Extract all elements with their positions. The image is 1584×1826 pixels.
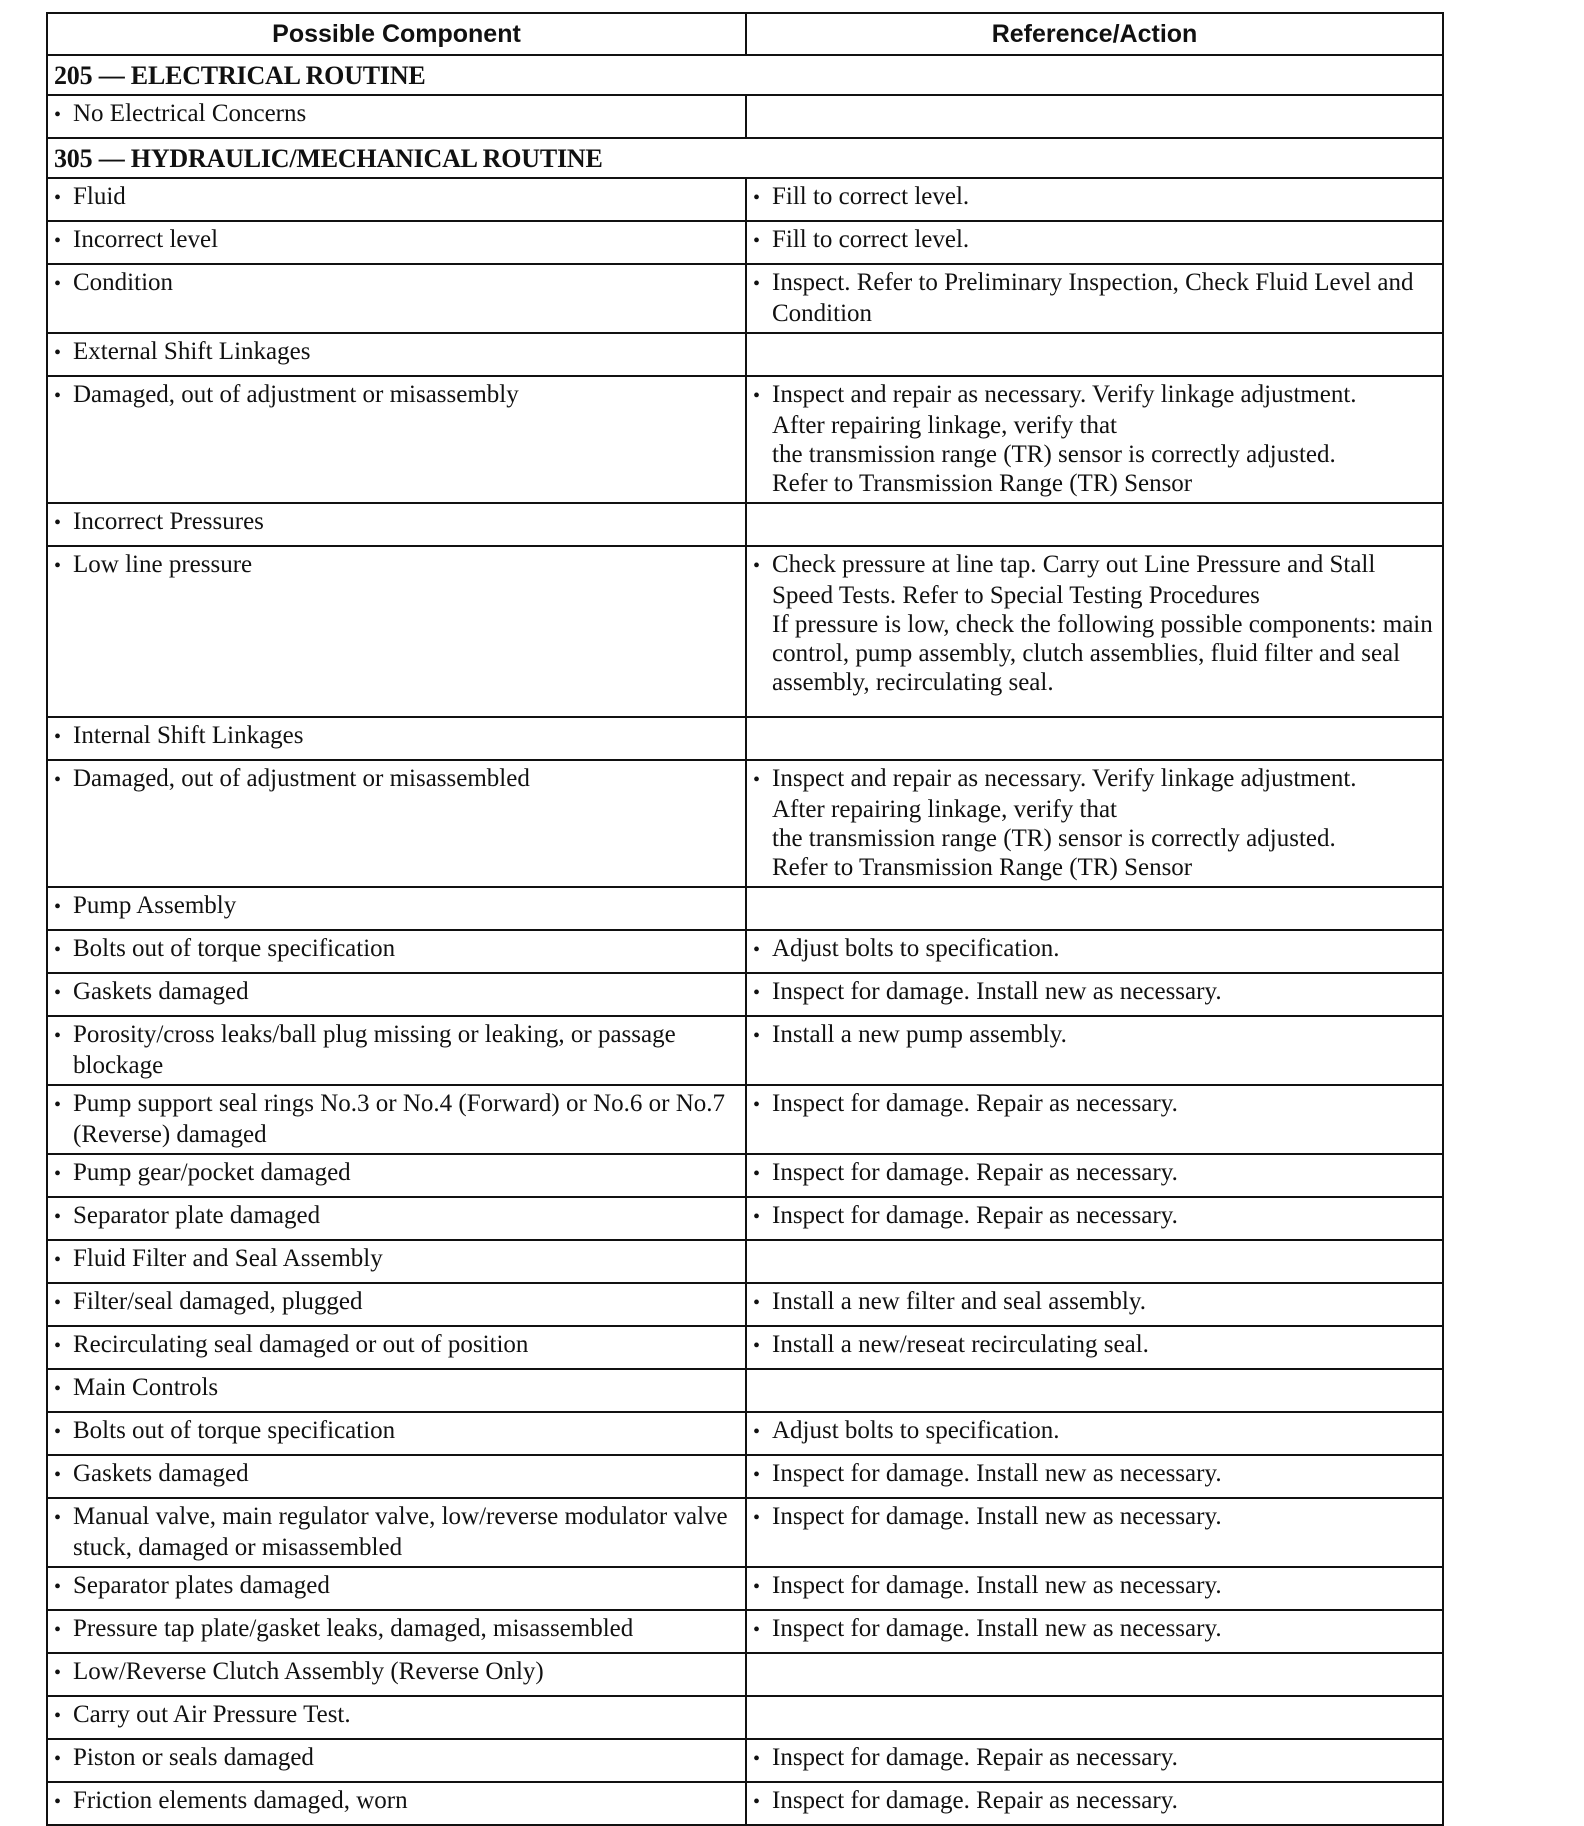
bullet-icon: • [753,230,761,252]
action-text [753,1158,1434,1189]
component-text [54,1373,737,1404]
action-text [753,1201,1434,1232]
bullet-icon: • [753,1335,761,1357]
table-row [47,1455,1443,1498]
bullet-icon: • [753,1507,761,1529]
component-text [54,1244,737,1275]
bullet-icon: • [753,1421,761,1443]
action-label: Inspect and repair as necessary. Verify linkage adjustment. After repairing linkage, verify that the transmission range (TR) sensor is correctly adjusted. Refer to Transmission Range (TR) Sensor [772,765,1357,881]
bullet-icon: • [54,896,62,918]
action-cell [746,1154,1443,1197]
bullet-icon: • [54,1163,62,1185]
table-row [47,1567,1443,1610]
action-cell [746,973,1443,1016]
bullet-icon: • [54,104,62,126]
component-text [54,1089,737,1149]
component-cell [47,760,746,887]
action-label: Inspect for damage. Install new as necessary. [772,1460,1222,1487]
bullet-icon: • [54,1292,62,1314]
bullet-icon: • [753,1791,761,1813]
component-label: Carry out Air Pressure Test. [73,1701,351,1728]
bullet-icon: • [753,1206,761,1228]
action-text [753,934,1434,965]
action-cell [746,178,1443,221]
bullet-icon: • [54,1576,62,1598]
bullet-icon: • [54,1507,62,1529]
component-cell [47,264,746,333]
bullet-icon: • [54,1025,62,1047]
action-label: Inspect for damage. Repair as necessary. [772,1159,1178,1186]
action-text [753,1416,1434,1447]
action-label: Adjust bolts to specification. [772,935,1060,962]
component-text [54,99,737,130]
component-label: Friction elements damaged, worn [73,1787,408,1814]
table-row [47,1326,1443,1369]
component-text [54,380,737,411]
component-cell [47,1412,746,1455]
component-text [54,1786,737,1817]
action-cell [746,1782,1443,1825]
section-title: 305 — HYDRAULIC/MECHANICAL ROUTINE [47,138,1443,178]
action-label: Install a new/reseat recirculating seal. [772,1331,1149,1358]
component-text [54,934,737,965]
component-cell [47,1369,746,1412]
component-cell [47,973,746,1016]
table-row [47,503,1443,546]
component-text [54,225,737,256]
bullet-icon: • [54,1206,62,1228]
component-label: Gaskets damaged [73,1460,249,1487]
component-label: External Shift Linkages [73,338,311,365]
table-row [47,1154,1443,1197]
bullet-icon: • [54,1421,62,1443]
bullet-icon: • [54,187,62,209]
component-text [54,1614,737,1645]
section-header-row [47,55,1443,95]
table-row [47,178,1443,221]
bullet-icon: • [54,726,62,748]
table-header-row [47,13,1443,55]
action-label: Inspect and repair as necessary. Verify linkage adjustment. After repairing linkage, verify that the transmission range (TR) sensor is correctly adjusted. Refer to Transmission Range (TR) Sensor [772,381,1357,497]
action-label: Check pressure at line tap. Carry out Line Pressure and Stall Speed Tests. Refer to Special Testing Procedures If pressure is low, check the following possible components: main control, pump assembly, clutch assemblies, fluid filter and seal assembly, recirculating seal. [772,551,1433,696]
component-cell [47,376,746,503]
bullet-icon: • [753,187,761,209]
action-label: Inspect for damage. Repair as necessary. [772,1744,1178,1771]
bullet-icon: • [753,1163,761,1185]
bullet-icon: • [54,1748,62,1770]
component-text [54,337,737,368]
action-label: Inspect for damage. Install new as necessary. [772,1503,1222,1530]
component-label: Low line pressure [73,551,253,578]
bullet-icon: • [54,342,62,364]
component-cell [47,1240,746,1283]
component-label: Filter/seal damaged, plugged [73,1288,363,1315]
bullet-icon: • [54,769,62,791]
component-label: Damaged, out of adjustment or misassembled [73,765,530,792]
table-row [47,973,1443,1016]
table-row [47,376,1443,503]
action-cell [746,264,1443,333]
action-cell [746,1369,1443,1412]
table-row [47,1016,1443,1085]
action-cell [746,1240,1443,1283]
component-label: Pump gear/pocket damaged [73,1159,351,1186]
component-label: Pump support seal rings No.3 or No.4 (Forward) or No.6 or No.7 (Reverse) damaged [73,1090,726,1148]
component-label: Incorrect Pressures [73,508,264,535]
component-label: Fluid [73,183,126,210]
action-label: Inspect for damage. Repair as necessary. [772,1090,1178,1117]
component-label: Incorrect level [73,226,219,253]
action-cell [746,1326,1443,1369]
component-label: Porosity/cross leaks/ball plug missing or leaking, or passage blockage [73,1021,676,1079]
action-cell [746,930,1443,973]
section-header-row [47,138,1443,178]
component-text [54,1657,737,1688]
diagnostic-table-page [46,12,1442,1826]
bullet-icon: • [54,1791,62,1813]
action-text [753,268,1434,328]
component-cell [47,887,746,930]
action-cell [746,546,1443,717]
component-text [54,721,737,752]
component-label: Low/Reverse Clutch Assembly (Reverse Only) [73,1658,544,1685]
component-label: Damaged, out of adjustment or misassembly [73,381,519,408]
table-row [47,1498,1443,1567]
action-cell [746,887,1443,930]
action-text [753,380,1434,498]
component-label: Internal Shift Linkages [73,722,304,749]
component-label: Pressure tap plate/gasket leaks, damaged, misassembled [73,1615,634,1642]
table-row [47,1653,1443,1696]
table-row [47,95,1443,138]
bullet-icon: • [54,1094,62,1116]
action-cell [746,717,1443,760]
bullet-icon: • [753,1094,761,1116]
action-cell [746,1016,1443,1085]
component-label: Manual valve, main regulator valve, low/reverse modulator valve stuck, damaged or misassembled [73,1503,728,1561]
bullet-icon: • [753,385,761,407]
action-text [753,977,1434,1008]
component-cell [47,930,746,973]
component-cell [47,546,746,717]
component-text [54,507,737,538]
component-cell [47,1782,746,1825]
action-cell [746,1739,1443,1782]
component-label: Fluid Filter and Seal Assembly [73,1245,383,1272]
action-label: Install a new pump assembly. [772,1021,1067,1048]
diagnostic-table [46,12,1444,1826]
action-cell [746,760,1443,887]
bullet-icon: • [753,769,761,791]
component-cell [47,1085,746,1154]
action-cell [746,503,1443,546]
component-cell [47,1498,746,1567]
action-text [753,1743,1434,1774]
component-label: Separator plates damaged [73,1572,330,1599]
bullet-icon: • [54,1249,62,1271]
action-cell [746,376,1443,503]
action-label: Inspect for damage. Install new as necessary. [772,978,1222,1005]
component-cell [47,1326,746,1369]
action-text [753,1330,1434,1361]
component-cell [47,178,746,221]
component-text [54,1330,737,1361]
component-text [54,977,737,1008]
component-cell [47,1283,746,1326]
action-label: Install a new filter and seal assembly. [772,1288,1146,1315]
component-label: Recirculating seal damaged or out of position [73,1331,529,1358]
component-text [54,1743,737,1774]
action-cell [746,1197,1443,1240]
component-label: No Electrical Concerns [73,100,307,127]
component-text [54,268,737,299]
table-row [47,546,1443,717]
action-text [753,1786,1434,1817]
bullet-icon: • [753,273,761,295]
action-label: Adjust bolts to specification. [772,1417,1060,1444]
action-cell [746,95,1443,138]
action-cell [746,1085,1443,1154]
action-cell [746,333,1443,376]
table-row [47,1240,1443,1283]
action-text [753,1089,1434,1120]
component-label: Separator plate damaged [73,1202,321,1229]
component-cell [47,503,746,546]
action-text [753,550,1434,697]
action-label: Inspect for damage. Install new as necessary. [772,1615,1222,1642]
table-row [47,1283,1443,1326]
component-label: Bolts out of torque specification [73,935,396,962]
component-label: Main Controls [73,1374,219,1401]
action-text [753,1571,1434,1602]
component-label: Piston or seals damaged [73,1744,314,1771]
component-label: Gaskets damaged [73,978,249,1005]
table-row [47,1610,1443,1653]
table-row [47,1197,1443,1240]
section-title: 205 — ELECTRICAL ROUTINE [47,55,1443,95]
action-label: Fill to correct level. [772,226,970,253]
bullet-icon: • [753,1748,761,1770]
component-cell [47,1653,746,1696]
bullet-icon: • [54,512,62,534]
component-text [54,182,737,213]
table-row [47,1085,1443,1154]
table-row [47,887,1443,930]
action-text [753,1287,1434,1318]
action-label: Inspect for damage. Install new as necessary. [772,1572,1222,1599]
bullet-icon: • [54,1662,62,1684]
table-row [47,221,1443,264]
component-cell [47,1197,746,1240]
table-row [47,1412,1443,1455]
action-cell [746,1567,1443,1610]
action-cell [746,1610,1443,1653]
component-cell [47,1154,746,1197]
column-header-possible-component: Possible Component [47,13,746,55]
bullet-icon: • [54,385,62,407]
component-text [54,1700,737,1731]
bullet-icon: • [54,555,62,577]
bullet-icon: • [753,1576,761,1598]
component-cell [47,1455,746,1498]
table-row [47,1739,1443,1782]
bullet-icon: • [753,555,761,577]
action-cell [746,1653,1443,1696]
component-label: Pump Assembly [73,892,237,919]
component-cell [47,1567,746,1610]
table-row [47,1696,1443,1739]
action-cell [746,1283,1443,1326]
component-text [54,1287,737,1318]
bullet-icon: • [54,1335,62,1357]
table-row [47,760,1443,887]
component-cell [47,221,746,264]
component-cell [47,1610,746,1653]
bullet-icon: • [753,982,761,1004]
action-label: Inspect for damage. Repair as necessary. [772,1202,1178,1229]
component-text [54,764,737,795]
table-row [47,930,1443,973]
table-row [47,264,1443,333]
action-text [753,764,1434,882]
action-cell [746,1455,1443,1498]
action-cell [746,1498,1443,1567]
bullet-icon: • [753,939,761,961]
component-label: Condition [73,269,174,296]
component-cell [47,1739,746,1782]
column-header-reference-action: Reference/Action [746,13,1443,55]
component-cell [47,1696,746,1739]
action-cell [746,1696,1443,1739]
component-text [54,1502,737,1562]
bullet-icon: • [753,1025,761,1047]
action-label: Fill to correct level. [772,183,970,210]
bullet-icon: • [54,1705,62,1727]
table-body [47,55,1443,1825]
action-cell [746,1412,1443,1455]
action-text [753,182,1434,213]
bullet-icon: • [753,1464,761,1486]
action-label: Inspect for damage. Repair as necessary. [772,1787,1178,1814]
bullet-icon: • [54,1619,62,1641]
component-text [54,1158,737,1189]
action-text [753,1459,1434,1490]
bullet-icon: • [753,1292,761,1314]
action-text [753,1614,1434,1645]
action-text [753,1502,1434,1533]
bullet-icon: • [54,230,62,252]
component-label: Bolts out of torque specification [73,1417,396,1444]
bullet-icon: • [54,982,62,1004]
table-row [47,1782,1443,1825]
component-cell [47,1016,746,1085]
bullet-icon: • [753,1619,761,1641]
component-text [54,1201,737,1232]
component-text [54,891,737,922]
action-text [753,225,1434,256]
component-text [54,1416,737,1447]
bullet-icon: • [54,939,62,961]
component-cell [47,717,746,760]
bullet-icon: • [54,1464,62,1486]
bullet-icon: • [54,1378,62,1400]
component-cell [47,333,746,376]
component-text [54,1020,737,1080]
table-row [47,1369,1443,1412]
table-row [47,717,1443,760]
component-text [54,1459,737,1490]
table-row [47,333,1443,376]
component-text [54,1571,737,1602]
bullet-icon: • [54,273,62,295]
component-cell [47,95,746,138]
action-label: Inspect. Refer to Preliminary Inspection, Check Fluid Level and Condition [772,269,1414,327]
action-text [753,1020,1434,1051]
action-cell [746,221,1443,264]
component-text [54,550,737,581]
